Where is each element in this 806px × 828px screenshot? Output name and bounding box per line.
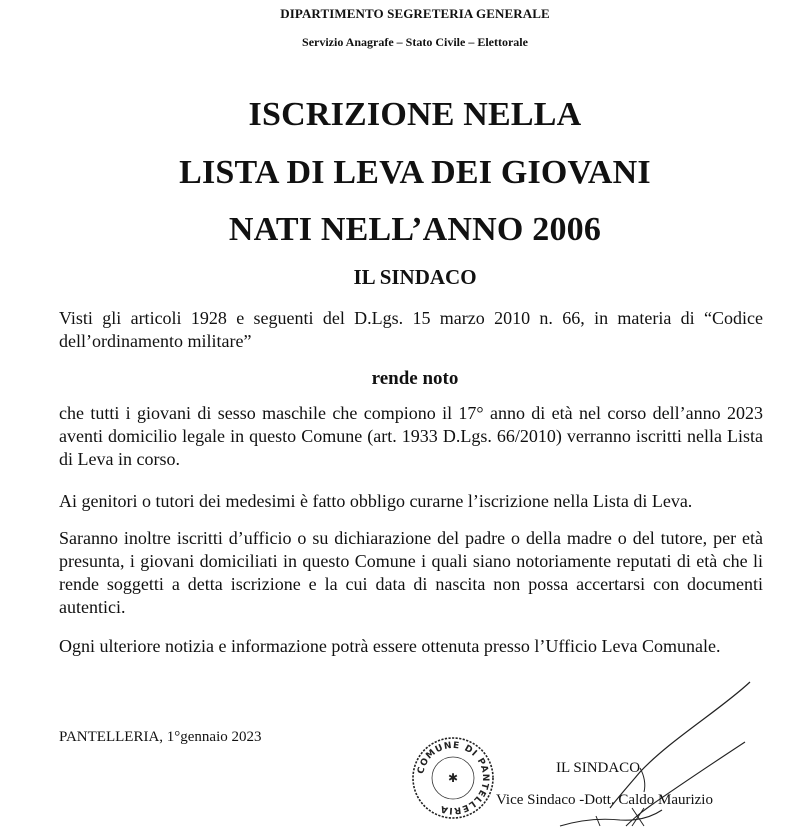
- municipal-stamp: [410, 735, 496, 821]
- title-line-2: LISTA DI LEVA DEI GIOVANI: [179, 154, 651, 191]
- paragraph-parents-obligation: Ai genitori o tutori dei medesimi è fatto obbligo curarne l’iscrizione nella Lista di Leva.: [59, 491, 693, 511]
- issuer-heading: IL SINDACO: [353, 265, 477, 289]
- stamp-text: COMUNE DI PANTELLERIA: [416, 740, 491, 816]
- signature-name: Vice Sindaco -Dott. Caldo Maurizio: [496, 792, 713, 808]
- place-and-date: PANTELLERIA, 1°gennaio 2023: [59, 729, 262, 745]
- announce-heading: rende noto: [371, 368, 459, 389]
- department-header: DIPARTIMENTO SEGRETERIA GENERALE: [280, 6, 550, 21]
- paragraph-ex-officio: Saranno inoltre iscritti d’ufficio o su dichiarazione del padre o della madre o del tutore, per età presunta, i giovani domiciliati in questo Comune i quali siano notoriamente reputati di età che li rende soggetti a detta iscrizione e la cui data di nascita non possa accertarsi con documenti autentici.: [59, 528, 763, 617]
- svg-text:✱: ✱: [447, 771, 459, 785]
- service-subheader: Servizio Anagrafe – Stato Civile – Elettorale: [302, 35, 528, 49]
- paragraph-enrollment: che tutti i giovani di sesso maschile che compiono il 17° anno di età nel corso dell’anno 2023 aventi domicilio legale in questo Comune (art. 1933 D.Lgs. 66/2010) verranno iscritti nella Lista di Leva in corso.: [59, 403, 763, 469]
- paragraph-legal-basis: Visti gli articoli 1928 e seguenti del D.Lgs. 15 marzo 2010 n. 66, in materia di “Codice dell’ordinamento militare”: [59, 308, 763, 351]
- paragraph-further-info: Ogni ulteriore notizia e informazione potrà essere ottenuta presso l’Ufficio Leva Comunale.: [59, 636, 721, 656]
- title-line-3: NATI NELL’ANNO 2006: [228, 211, 602, 248]
- title-line-1: ISCRIZIONE NELLA: [248, 96, 582, 133]
- signature-title: IL SINDACO: [556, 760, 641, 776]
